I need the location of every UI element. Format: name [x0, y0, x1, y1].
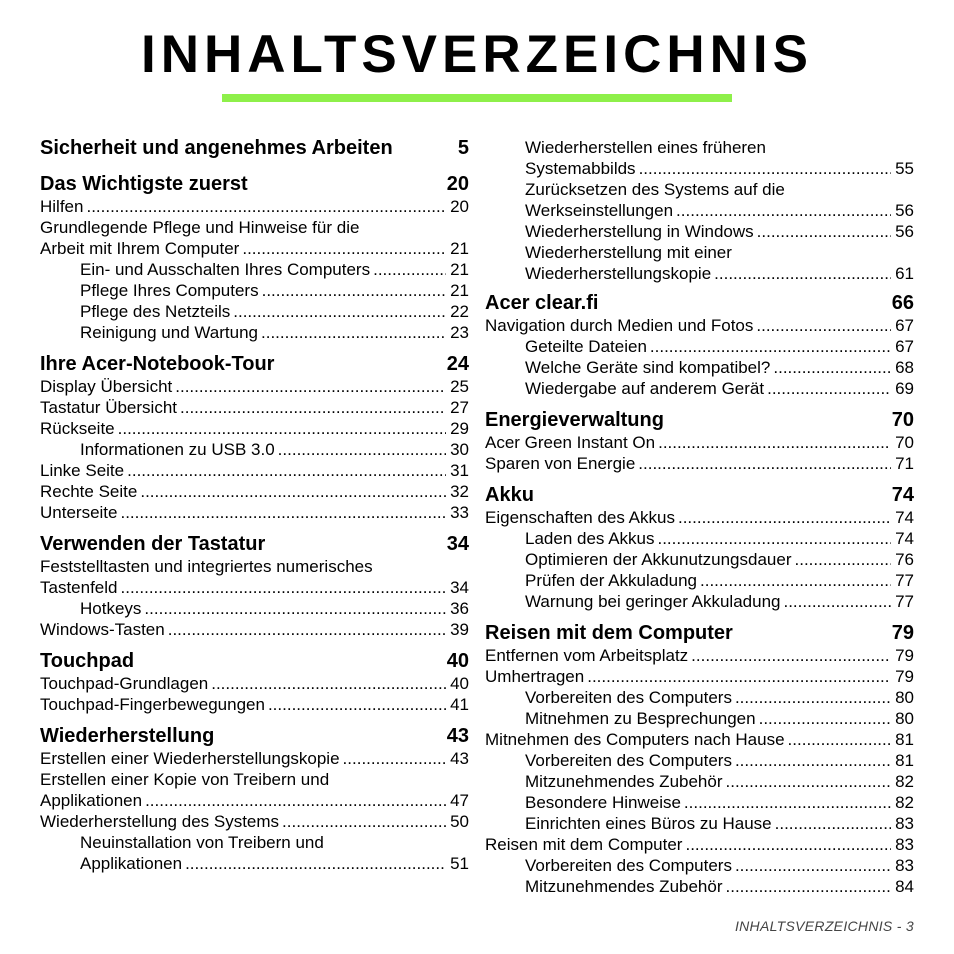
toc-section-page: 34 — [446, 533, 469, 555]
title-underline-bar — [222, 94, 732, 102]
toc-entry-page: 82 — [895, 772, 914, 791]
toc-entry-title: Mitnehmen zu Besprechungen — [525, 709, 756, 728]
toc-entry-page: 76 — [895, 550, 914, 569]
toc-entry-title: Pflege des Netzteils — [80, 302, 231, 321]
toc-entry[interactable] — [485, 792, 914, 813]
toc-entry-page: 29 — [450, 419, 469, 438]
dot-leader — [714, 263, 891, 284]
toc-entry[interactable] — [40, 853, 469, 874]
toc-entry[interactable] — [485, 750, 914, 771]
toc-entry[interactable] — [40, 322, 469, 343]
toc-section-title: Reisen mit dem Computer — [485, 622, 733, 644]
toc-section-page: 43 — [446, 725, 469, 747]
toc-entry-title: Besondere Hinweise — [525, 793, 681, 812]
dot-leader — [757, 221, 891, 242]
dot-leader — [587, 666, 891, 687]
dot-leader — [775, 813, 891, 834]
toc-entry[interactable] — [40, 748, 469, 769]
toc-section-heading[interactable] — [485, 483, 914, 507]
toc-entry[interactable] — [485, 708, 914, 729]
dot-leader — [144, 598, 446, 619]
toc-entry-title: Laden des Akkus — [525, 529, 655, 548]
dot-leader — [726, 771, 891, 792]
toc-entry[interactable] — [485, 432, 914, 453]
toc-entry-page: 51 — [450, 854, 469, 873]
toc-entry[interactable] — [485, 336, 914, 357]
dot-leader — [211, 673, 446, 694]
toc-section-title: Energieverwaltung — [485, 409, 664, 431]
dot-leader — [185, 853, 446, 874]
dot-leader — [118, 418, 446, 439]
toc-entry[interactable] — [40, 439, 469, 460]
toc-entry-title: Vorbereiten des Computers — [525, 688, 732, 707]
toc-section-heading[interactable] — [40, 172, 469, 196]
toc-section-heading[interactable] — [485, 621, 914, 645]
toc-entry[interactable] — [485, 729, 914, 750]
toc-section-title: Das Wichtigste zuerst — [40, 173, 248, 195]
toc-entry-page: 30 — [450, 440, 469, 459]
dot-leader — [242, 238, 446, 259]
toc-entry-title: Entfernen vom Arbeitsplatz — [485, 646, 689, 665]
toc-section-title: Acer clear.fi — [485, 292, 599, 314]
toc-entry-continued-line: Erstellen einer Kopie von Treibern und — [40, 770, 330, 789]
toc-entry[interactable] — [40, 238, 469, 259]
toc-section-page: 70 — [891, 409, 914, 431]
toc-entry[interactable] — [40, 673, 469, 694]
toc-section-title: Ihre Acer-Notebook-Tour — [40, 353, 275, 375]
toc-entry-title: Linke Seite — [40, 461, 125, 480]
toc-section-title: Touchpad — [40, 650, 135, 672]
toc-entry-page: 83 — [895, 835, 914, 854]
toc-entry-title: Wiederherstellung des Systems — [40, 812, 280, 831]
toc-section-page: 79 — [891, 622, 914, 644]
toc-entry-page: 74 — [895, 508, 914, 527]
dot-leader — [684, 792, 891, 813]
toc-section-title: Wiederherstellung — [40, 725, 215, 747]
toc-entry-title: Reinigung und Wartung — [80, 323, 258, 342]
toc-entry-page: 25 — [450, 377, 469, 396]
toc-entry[interactable] — [485, 813, 914, 834]
toc-entry-title: Hilfen — [40, 197, 84, 216]
toc-entry-title: Vorbereiten des Computers — [525, 856, 732, 875]
toc-entry-page: 80 — [895, 709, 914, 728]
toc-entry-title: Rückseite — [40, 419, 115, 438]
toc-entry-continued-line: Zurücksetzen des Systems auf die — [525, 180, 785, 199]
toc-entry-title: Erstellen einer Wiederherstellungskopie — [40, 749, 340, 768]
toc-section-page: 5 — [457, 137, 469, 159]
dot-leader — [735, 750, 891, 771]
toc-entry-page: 43 — [450, 749, 469, 768]
toc-entry-title: Mitzunehmendes Zubehör — [525, 772, 723, 791]
toc-entry-title: Mitnehmen des Computers nach Hause — [485, 730, 785, 749]
toc-section-heading[interactable] — [40, 532, 469, 556]
toc-entry-title: Touchpad-Grundlagen — [40, 674, 209, 693]
toc-entry-page: 68 — [895, 358, 914, 377]
toc-section-heading[interactable] — [40, 136, 469, 160]
dot-leader — [759, 708, 891, 729]
toc-entry[interactable] — [485, 158, 914, 179]
toc-entry[interactable] — [485, 591, 914, 612]
dot-leader — [657, 528, 891, 549]
toc-entry-page: 77 — [895, 571, 914, 590]
toc-entry-page: 83 — [895, 814, 914, 833]
toc-entry-title: Wiedergabe auf anderem Gerät — [525, 379, 765, 398]
toc-entry-page: 31 — [450, 461, 469, 480]
toc-entry[interactable] — [485, 378, 914, 399]
toc-entry-title: Geteilte Dateien — [525, 337, 647, 356]
toc-section-title: Akku — [485, 484, 534, 506]
toc-entry-title: Touchpad-Fingerbewegungen — [40, 695, 265, 714]
toc-entry[interactable] — [485, 357, 914, 378]
toc-entry[interactable] — [485, 771, 914, 792]
toc-entry[interactable] — [40, 790, 469, 811]
toc-entry-page: 40 — [450, 674, 469, 693]
toc-entry[interactable] — [485, 221, 914, 242]
dot-leader — [756, 315, 891, 336]
toc-entry-title: Acer Green Instant On — [485, 433, 656, 452]
toc-entry-page: 79 — [895, 646, 914, 665]
toc-section-heading[interactable] — [40, 352, 469, 376]
toc-entry-page: 39 — [450, 620, 469, 639]
toc-entry-page: 32 — [450, 482, 469, 501]
toc-entry[interactable] — [485, 507, 914, 528]
toc-entry-title: Display Übersicht — [40, 377, 173, 396]
toc-section-heading[interactable] — [485, 408, 914, 432]
toc-entry-page: 83 — [895, 856, 914, 875]
dot-leader — [773, 357, 891, 378]
dot-leader — [261, 322, 446, 343]
dot-leader — [795, 549, 892, 570]
toc-entry-continued-line: Grundlegende Pflege und Hinweise für die — [40, 218, 360, 237]
toc-entry-page: 41 — [450, 695, 469, 714]
dot-leader — [373, 259, 446, 280]
toc-entry[interactable] — [485, 645, 914, 666]
toc-entry-title: Warnung bei geringer Akkuladung — [525, 592, 781, 611]
toc-entry-page: 33 — [450, 503, 469, 522]
page-footer: INHALTSVERZEICHNIS - 3 — [734, 918, 914, 934]
dot-leader — [140, 481, 446, 502]
toc-entry-page: 20 — [450, 197, 469, 216]
toc-entry-page: 74 — [895, 529, 914, 548]
toc-entry-title: Welche Geräte sind kompatibel? — [525, 358, 771, 377]
toc-section-heading[interactable] — [485, 291, 914, 315]
toc-entry-page: 27 — [450, 398, 469, 417]
toc-entry-page: 21 — [450, 281, 469, 300]
dot-leader — [676, 200, 891, 221]
toc-entry[interactable] — [40, 280, 469, 301]
toc-right-column — [485, 137, 914, 897]
toc-entry-page: 79 — [895, 667, 914, 686]
dot-leader — [121, 577, 447, 598]
toc-entry-page: 47 — [450, 791, 469, 810]
dot-leader — [127, 460, 446, 481]
toc-entry-title: Tastenfeld — [40, 578, 118, 597]
toc-entry-title: Vorbereiten des Computers — [525, 751, 732, 770]
toc-entry-title: Tastatur Übersicht — [40, 398, 177, 417]
toc-entry[interactable] — [485, 834, 914, 855]
dot-leader — [262, 280, 446, 301]
dot-leader — [700, 570, 891, 591]
toc-entry-title: Applikationen — [40, 791, 143, 810]
dot-leader — [678, 507, 891, 528]
dot-leader — [685, 834, 891, 855]
dot-leader — [735, 687, 891, 708]
toc-entry-continued-line: Feststelltasten und integriertes numerisches — [40, 557, 373, 576]
toc-entry-page: 21 — [450, 239, 469, 258]
toc-entry-title: Unterseite — [40, 503, 118, 522]
toc-entry[interactable] — [40, 502, 469, 523]
toc-entry-page: 67 — [895, 337, 914, 356]
dot-leader — [767, 378, 891, 399]
toc-entry-page: 71 — [895, 454, 914, 473]
toc-entry[interactable] — [40, 619, 469, 640]
toc-entry-page: 22 — [450, 302, 469, 321]
toc-entry-title: Windows-Tasten — [40, 620, 165, 639]
toc-entry-page: 61 — [895, 264, 914, 283]
toc-entry[interactable] — [40, 259, 469, 280]
toc-entry[interactable] — [40, 301, 469, 322]
toc-entry-page: 69 — [895, 379, 914, 398]
toc-entry[interactable] — [485, 855, 914, 876]
page-title: INHALTSVERZEICHNIS — [140, 25, 814, 84]
toc-section-page: 20 — [446, 173, 469, 195]
toc-entry-page: 80 — [895, 688, 914, 707]
toc-entry[interactable] — [485, 549, 914, 570]
dot-leader — [180, 397, 446, 418]
dot-leader — [783, 591, 891, 612]
toc-entry-title: Werkseinstellungen — [525, 201, 674, 220]
toc-entry-page: 56 — [895, 201, 914, 220]
toc-entry[interactable] — [485, 200, 914, 221]
toc-entry-page: 21 — [450, 260, 469, 279]
dot-leader — [343, 748, 446, 769]
toc-entry[interactable] — [485, 570, 914, 591]
toc-entry-continued-line: Neuinstallation von Treibern und — [80, 833, 324, 852]
toc-section-heading[interactable] — [40, 724, 469, 748]
dot-leader — [175, 376, 446, 397]
toc-section-title: Verwenden der Tastatur — [40, 533, 266, 555]
dot-leader — [86, 196, 446, 217]
dot-leader — [168, 619, 446, 640]
toc-entry-page: 70 — [895, 433, 914, 452]
toc-entry[interactable] — [40, 811, 469, 832]
toc-entry-title: Hotkeys — [80, 599, 142, 618]
dot-leader — [658, 432, 891, 453]
toc-section-title: Sicherheit und angenehmes Arbeiten — [40, 137, 393, 159]
toc-entry-title: Applikationen — [80, 854, 183, 873]
dot-leader — [639, 158, 891, 179]
toc-entry-page: 84 — [895, 877, 914, 896]
toc-entry-title: Systemabbilds — [525, 159, 636, 178]
toc-entry-title: Sparen von Energie — [485, 454, 636, 473]
dot-leader — [638, 453, 891, 474]
toc-entry-title: Arbeit mit Ihrem Computer — [40, 239, 240, 258]
dot-leader — [726, 876, 891, 897]
dot-leader — [282, 811, 446, 832]
toc-entry[interactable] — [485, 453, 914, 474]
toc-entry-page: 81 — [895, 730, 914, 749]
toc-entry-title: Prüfen der Akkuladung — [525, 571, 698, 590]
toc-entry[interactable] — [485, 315, 914, 336]
toc-entry-page: 67 — [895, 316, 914, 335]
dot-leader — [691, 645, 891, 666]
toc-entry-title: Rechte Seite — [40, 482, 138, 501]
toc-entry-continued-line: Wiederherstellung mit einer — [525, 243, 732, 262]
toc-entry-title: Wiederherstellung in Windows — [525, 222, 754, 241]
toc-entry-title: Mitzunehmendes Zubehör — [525, 877, 723, 896]
toc-entry[interactable] — [485, 876, 914, 897]
toc-entry[interactable] — [40, 376, 469, 397]
toc-entry[interactable] — [40, 694, 469, 715]
toc-entry-page: 77 — [895, 592, 914, 611]
dot-leader — [788, 729, 891, 750]
toc-entry-title: Umhertragen — [485, 667, 585, 686]
toc-section-page: 40 — [446, 650, 469, 672]
toc-entry[interactable] — [40, 577, 469, 598]
toc-section-page: 24 — [446, 353, 469, 375]
toc-entry[interactable] — [485, 528, 914, 549]
toc-entry-continued-line: Wiederherstellen eines früheren — [525, 138, 766, 157]
toc-entry-title: Ein- und Ausschalten Ihres Computers — [80, 260, 371, 279]
toc-entry-title: Navigation durch Medien und Fotos — [485, 316, 754, 335]
toc-section-page: 66 — [891, 292, 914, 314]
toc-entry-page: 36 — [450, 599, 469, 618]
dot-leader — [735, 855, 891, 876]
toc-entry[interactable] — [485, 687, 914, 708]
toc-entry-title: Eigenschaften des Akkus — [485, 508, 675, 527]
toc-entry-title: Wiederherstellungskopie — [525, 264, 712, 283]
toc-section-heading[interactable] — [40, 649, 469, 673]
toc-entry[interactable] — [40, 460, 469, 481]
toc-entry[interactable] — [40, 196, 469, 217]
toc-entry[interactable] — [40, 418, 469, 439]
dot-leader — [233, 301, 446, 322]
toc-entry[interactable] — [485, 666, 914, 687]
toc-entry-page: 82 — [895, 793, 914, 812]
toc-entry-title: Einrichten eines Büros zu Hause — [525, 814, 772, 833]
toc-entry-page: 56 — [895, 222, 914, 241]
dot-leader — [650, 336, 891, 357]
dot-leader — [278, 439, 446, 460]
toc-section-page: 74 — [891, 484, 914, 506]
toc-entry[interactable] — [40, 598, 469, 619]
toc-left-column — [40, 136, 469, 874]
dot-leader — [145, 790, 446, 811]
toc-entry[interactable] — [485, 263, 914, 284]
dot-leader — [120, 502, 446, 523]
toc-entry[interactable] — [40, 397, 469, 418]
toc-entry-title: Informationen zu USB 3.0 — [80, 440, 275, 459]
toc-entry-page: 50 — [450, 812, 469, 831]
toc-entry-title: Optimieren der Akkunutzungsdauer — [525, 550, 792, 569]
toc-entry-page: 23 — [450, 323, 469, 342]
toc-entry-page: 55 — [895, 159, 914, 178]
toc-entry-page: 34 — [450, 578, 469, 597]
toc-entry[interactable] — [40, 481, 469, 502]
dot-leader — [268, 694, 446, 715]
toc-entry-page: 81 — [895, 751, 914, 770]
toc-entry-title: Pflege Ihres Computers — [80, 281, 259, 300]
toc-entry-title: Reisen mit dem Computer — [485, 835, 683, 854]
